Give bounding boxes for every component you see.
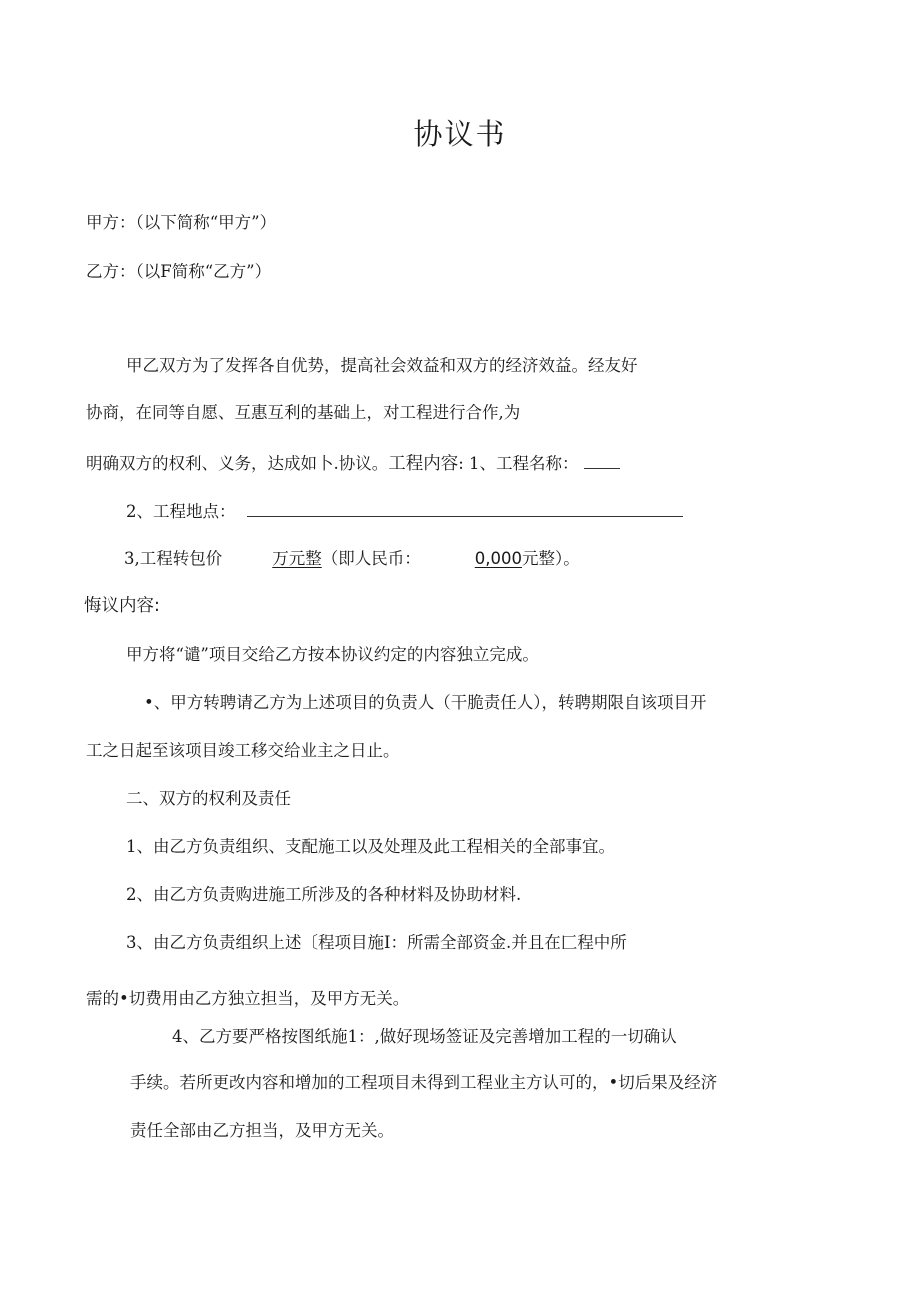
project-location-blank xyxy=(247,500,683,517)
project-name-blank xyxy=(584,452,620,469)
price-prefix: 3,工程转包价 xyxy=(124,549,223,568)
section-two-item-2: 2、由乙方负责购进施工所涉及的各种材料及协助材料. xyxy=(126,885,522,904)
section-two-heading: 二、双方的权利及责任 xyxy=(126,789,291,808)
document-title: 协议书 xyxy=(413,117,507,151)
project-content-label: 工程内容 xyxy=(388,454,459,474)
price-amount: 0,000 xyxy=(474,549,522,568)
price-suffix: 元整）。 xyxy=(522,549,580,568)
clause-one-line-1: •、甲方转聘请乙方为上述项目的负责人（干脆责任人），转聘期限自该项目开 xyxy=(144,693,707,712)
project-location-label: 2、工程地点： xyxy=(126,502,236,521)
clause-intro: 甲方将“谴”项目交给乙方按本协议约定的内容独立完成。 xyxy=(126,645,539,664)
project-price-line xyxy=(124,548,580,570)
intro-paragraph-line-1: 甲乙双方为了发挥各自优势，提高社会效益和双方的经济效益。经友好 xyxy=(126,356,638,375)
section-two-item-1: 1、由乙方负责组织、支配施工以及处理及此工程相关的全部事宜。 xyxy=(126,837,615,856)
section-two-item-4-line-1: 4、乙方要严格按图纸施1：,做好现场签证及完善增加工程的一切确认 xyxy=(172,1027,677,1046)
party-b-line: 乙方：（以F简称“乙方”） xyxy=(86,262,272,281)
clause-one-line-2: 工之日起至该项目竣工移交给业主之日止。 xyxy=(86,741,400,760)
project-name-label: : 1、工程名称： xyxy=(458,454,579,473)
section-two-item-4-line-3: 责任全部由乙方担当，及甲方无关。 xyxy=(130,1121,394,1140)
party-a-line: 甲方：（以下简称“甲方”） xyxy=(86,213,277,232)
project-location-line xyxy=(126,500,683,523)
section-two-item-3-line-1: 3、由乙方负责组织上述〔程项目施I：所需全部资金.并且在匚程中所 xyxy=(126,933,627,952)
intro-paragraph-line-2: 协商，在同等自愿、互惠互利的基础上，对工程进行合作,为 xyxy=(86,403,521,422)
agreement-content-heading: 悔议内容: xyxy=(84,596,160,616)
price-unit: 万元整 xyxy=(272,549,322,568)
section-two-item-3-line-2: 需的•切费用由乙方独立担当，及甲方无关。 xyxy=(86,989,410,1008)
section-two-item-4-line-2: 手续。若所更改内容和增加的工程项目未得到工程业主方认可的，•切后果及经济 xyxy=(130,1073,718,1092)
intro-text: 明确双方的权利、义务，达成如卜.协议。 xyxy=(86,454,389,473)
intro-paragraph-line-3 xyxy=(86,452,620,475)
price-rmb-label: （即人民币： xyxy=(321,549,421,568)
